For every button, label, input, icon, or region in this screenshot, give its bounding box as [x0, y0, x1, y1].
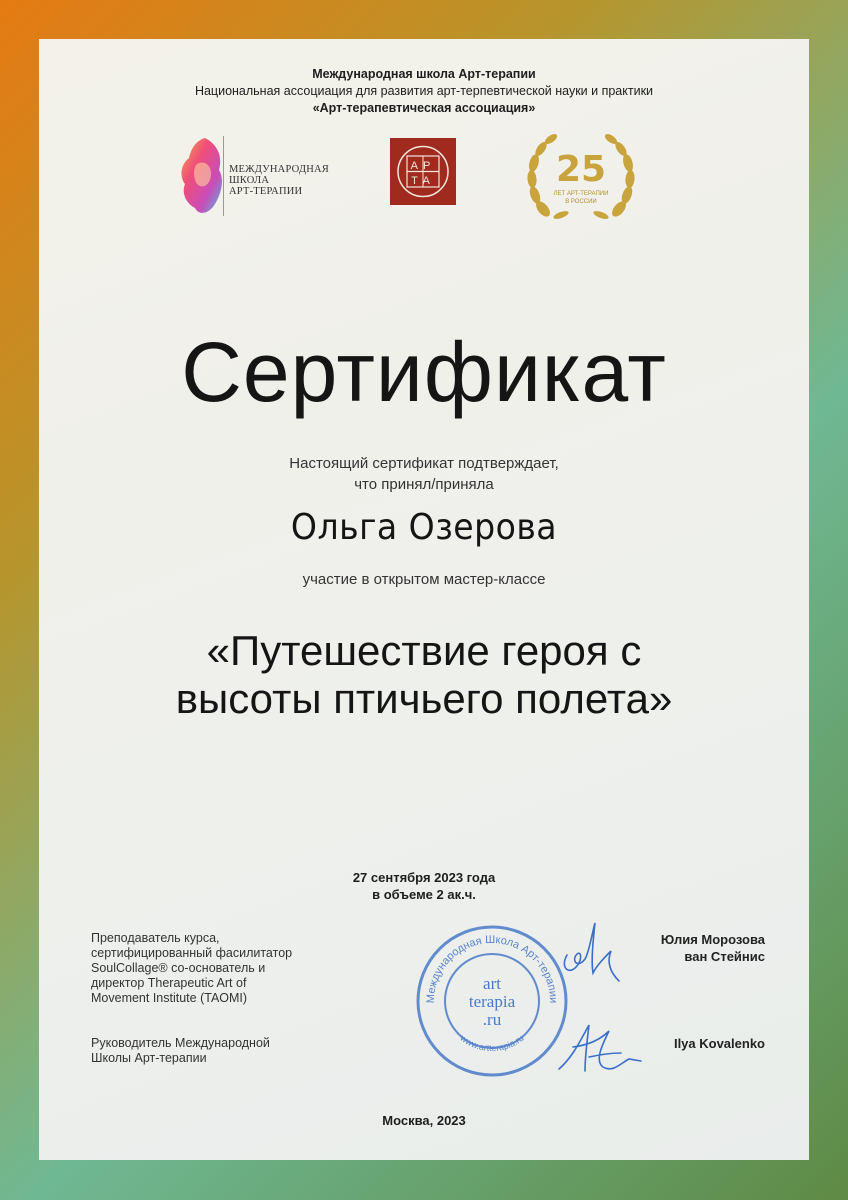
stamp-center-line: terapia: [468, 992, 516, 1011]
anniversary-number: 25: [555, 149, 607, 190]
director-role-line: Руководитель Международной: [91, 1036, 270, 1050]
header-association: Национальная ассоциация для развития арт-терпевтической науки и практики: [194, 84, 654, 98]
stamp-center-line: .ru: [482, 1010, 502, 1029]
director-name: Ilya Kovalenko: [673, 1036, 765, 1051]
anniversary-laurel-logo: [525, 131, 637, 223]
confirmation-line: Настоящий сертификат подтверждает,: [289, 455, 559, 472]
logo-divider: [223, 136, 224, 216]
teacher-role-line: Movement Institute (TAOMI): [91, 991, 248, 1005]
ata-logo: [390, 138, 456, 205]
anniversary-caption: ЛЕТ АРТ-ТЕРАПИИ: [553, 191, 609, 197]
paint-splash-icon: [177, 134, 227, 219]
director-role-line: Школы Арт-терапии: [91, 1051, 207, 1065]
header: [39, 66, 809, 117]
certificate-sheet: [39, 39, 809, 1160]
anniversary-caption: В РОССИИ: [565, 199, 597, 205]
course-date: 27 сентября 2023 года: [352, 870, 496, 885]
confirmation-text: [39, 453, 809, 495]
teacher-name-line: Юлия Морозова: [660, 932, 765, 947]
school-logo-line: МЕЖДУНАРОДНАЯ: [229, 164, 330, 175]
teacher-role-line: SoulCollage® со-основатель и: [91, 961, 266, 975]
teacher-role-line: Преподаватель курса,: [91, 931, 220, 945]
course-title-line: «Путешествие героя с: [206, 627, 642, 674]
header-association-name: «Арт-терапевтическая ассоциация»: [312, 101, 536, 115]
header-school: Международная школа Арт-терапии: [312, 67, 536, 81]
school-logo-line: АРТ-ТЕРАПИИ: [229, 186, 303, 197]
ata-logo-bottom: ТА: [411, 175, 435, 187]
course-hours: в объеме 2 ак.ч.: [372, 887, 476, 902]
course-title: [39, 627, 809, 723]
teacher-name-line: ван Стейнис: [684, 949, 765, 964]
svg-text:www.artterapia.ru: [458, 1032, 526, 1053]
stamp-ring-text: Международная Школа Арт-терапии: [424, 933, 560, 1004]
participation-text: участие в открытом мастер-классе: [302, 571, 546, 588]
stamp-center-line: art: [483, 974, 501, 993]
teacher-role-line: директор Therapeutic Art of: [91, 976, 247, 990]
course-title-line: высоты птичьего полета»: [175, 675, 673, 722]
teacher-name: [661, 931, 765, 965]
director-signature: [529, 1017, 644, 1077]
school-logo-line: ШКОЛА: [229, 175, 270, 186]
certificate-title: Сертификат: [181, 325, 667, 419]
recipient-name: Ольга Озерова: [290, 507, 558, 548]
school-logo: [177, 134, 337, 219]
date-block: [39, 869, 809, 903]
director-role: [91, 1036, 351, 1066]
teacher-role-line: сертифицированный фасилитатор: [91, 946, 293, 960]
school-logo-text: [229, 164, 329, 197]
confirmation-line: что принял/приняла: [354, 476, 494, 493]
stamp-url: www.artterapia.ru: [458, 1032, 526, 1054]
teacher-signature: [549, 911, 629, 991]
teacher-role: [91, 931, 351, 1006]
ata-logo-top: АР: [410, 160, 436, 172]
city-year: Москва, 2023: [382, 1113, 466, 1128]
